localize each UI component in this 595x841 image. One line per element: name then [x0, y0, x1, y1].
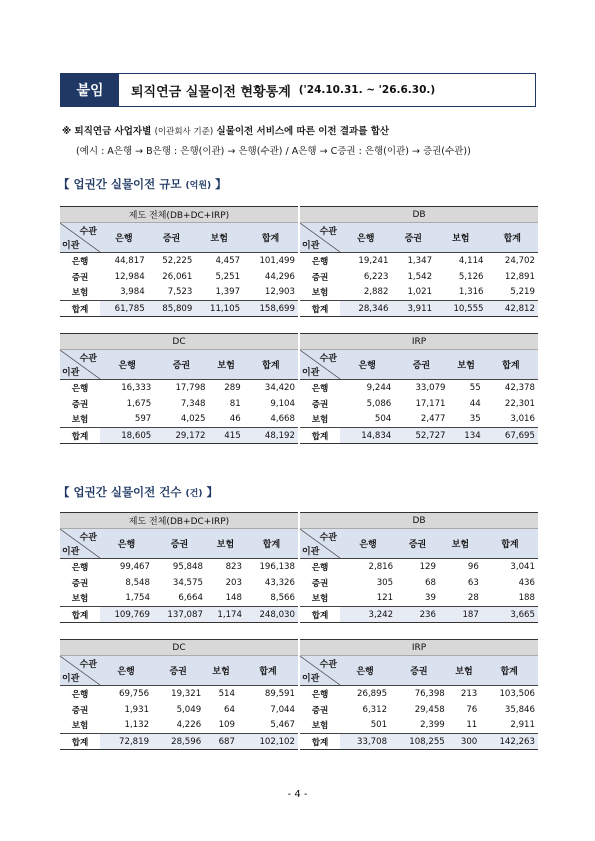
table-cell: 11,105: [195, 301, 243, 317]
column-header: 증권: [152, 656, 204, 686]
table-cell: 1,174: [206, 607, 245, 623]
column-header: 은행: [340, 350, 394, 380]
table-cell: 213: [460, 688, 478, 699]
data-table: [300, 206, 538, 317]
page-number: - 4 -: [287, 789, 308, 800]
corner-receiver-label: 수관: [79, 354, 97, 364]
table-cell: 3,242: [340, 607, 396, 623]
table-cell: 5,219: [510, 287, 535, 298]
table-cell: 142,263: [480, 734, 538, 750]
row-label: 보험: [311, 594, 329, 605]
table-row: [300, 301, 538, 317]
table-cell: 6,664: [178, 593, 203, 604]
row-label: 합계: [300, 301, 340, 317]
column-header: 증권: [390, 656, 448, 686]
table-cell: 28,346: [340, 301, 391, 317]
table-cell: 63: [467, 577, 479, 588]
column-header: 합계: [484, 350, 538, 380]
table-row: [300, 702, 538, 718]
table-cell: 12,984: [114, 271, 145, 282]
table-cell: 4,668: [270, 414, 295, 425]
table-row: [60, 591, 298, 607]
table-cell: 3,016: [510, 414, 535, 425]
row-label: 증권: [71, 705, 89, 716]
row-label: 증권: [71, 578, 89, 589]
column-header: 합계: [238, 656, 298, 686]
table-cell: 137,087: [153, 607, 206, 623]
table-cell: 687: [204, 734, 238, 750]
table-cell: 76: [466, 704, 478, 715]
table-cell: 4,114: [458, 255, 484, 266]
table-cell: 1,132: [124, 720, 150, 731]
table-row: [60, 718, 298, 734]
table-cell: 28: [467, 593, 479, 604]
table-cell: 3,984: [120, 287, 145, 298]
table-row: [60, 301, 298, 317]
row-label: 보험: [311, 415, 329, 426]
table-cell: 158,699: [243, 301, 298, 317]
table-cell: 19,241: [358, 255, 389, 266]
row-label: 보험: [311, 721, 329, 732]
column-header: 보험: [448, 656, 480, 686]
table-cell: 69,756: [119, 688, 150, 699]
table-row: [300, 285, 538, 301]
table-row: [300, 380, 538, 396]
table-cell: 18,605: [100, 428, 154, 444]
table-cell: 2,399: [420, 720, 445, 731]
table-cell: 1,316: [458, 287, 484, 298]
table-cell: 28,596: [152, 734, 204, 750]
row-label: 합계: [300, 607, 340, 623]
column-header: 합계: [480, 656, 538, 686]
column-header: 보험: [439, 529, 482, 559]
appendix-badge: 붙임: [61, 74, 119, 106]
title-period: ('24.10.31. ~ '26.6.30.): [298, 84, 436, 96]
corner-transferor-label: 이관: [62, 241, 80, 251]
table-row: [60, 702, 298, 718]
note: [62, 122, 471, 161]
header-box: [60, 73, 536, 107]
corner-header: [60, 529, 100, 559]
table-row: [60, 607, 298, 623]
column-header: 은행: [340, 223, 391, 253]
note-line-2: (예시 : A은행 → B은행 : 은행(이관) → 은행(수관) / A은행 → C증권 : 은행(이관) → 증권(수관)): [76, 146, 471, 157]
section-title-count: [58, 484, 218, 500]
row-label: 은행: [311, 689, 329, 700]
note-text-a: ※ 퇴직연금 사업자별: [62, 126, 152, 137]
table-cell: 5,126: [458, 271, 484, 282]
table-cell: 33,079: [415, 382, 446, 393]
table-cell: 289: [224, 382, 241, 393]
section-unit: (건): [185, 489, 203, 499]
column-header: 증권: [154, 350, 208, 380]
row-label: 합계: [60, 734, 100, 750]
table-cell: 1,397: [215, 287, 241, 298]
corner-receiver-label: 수관: [79, 227, 97, 237]
table-row: [60, 575, 298, 591]
table-cell: 46: [229, 414, 241, 425]
table-title: DB: [300, 513, 538, 529]
table-cell: 102,102: [238, 734, 298, 750]
corner-header: [300, 223, 340, 253]
corner-header: [60, 656, 100, 686]
table-title: 제도 전체(DB+DC+IRP): [60, 207, 298, 223]
table-cell: 4,226: [176, 720, 202, 731]
column-header: 보험: [435, 223, 486, 253]
column-header: 증권: [391, 223, 435, 253]
section-unit: (억원): [185, 181, 212, 191]
table-cell: 5,049: [176, 704, 202, 715]
section-title-text: 【 업권간 실물이전 건수: [58, 485, 182, 499]
corner-transferor-label: 이관: [302, 674, 320, 684]
table-cell: 89,591: [264, 688, 295, 699]
corner-receiver-label: 수관: [79, 660, 97, 670]
table-title: DC: [60, 334, 298, 350]
table-cell: 76,398: [414, 688, 445, 699]
table-cell: 96: [467, 561, 479, 572]
table-cell: 9,104: [270, 398, 295, 409]
column-header: 은행: [100, 223, 148, 253]
table-cell: 2,911: [510, 720, 535, 731]
table-cell: 1,675: [126, 398, 152, 409]
table-cell: 148: [225, 593, 242, 604]
table-cell: 26,895: [357, 688, 388, 699]
table-cell: 1,542: [407, 271, 433, 282]
table-cell: 29,172: [154, 428, 208, 444]
table-cell: 4,025: [180, 414, 206, 425]
corner-receiver-label: 수관: [79, 533, 97, 543]
table-row: [60, 269, 298, 285]
corner-receiver-label: 수관: [319, 533, 337, 543]
table-cell: 35,846: [504, 704, 535, 715]
row-label: 은행: [311, 562, 329, 573]
column-header: 보험: [195, 223, 243, 253]
row-label: 증권: [311, 399, 329, 410]
column-header: 보험: [209, 350, 244, 380]
row-label: 증권: [71, 272, 89, 283]
corner-header: [300, 656, 340, 686]
table-cell: 248,030: [245, 607, 298, 623]
table-title: DB: [300, 207, 538, 223]
section-close: 】: [215, 177, 227, 191]
table-cell: 2,477: [420, 414, 446, 425]
table-cell: 187: [439, 607, 482, 623]
table-row: [60, 686, 298, 702]
table-cell: 501: [370, 720, 388, 731]
table-cell: 305: [376, 577, 394, 588]
corner-receiver-label: 수관: [319, 354, 337, 364]
table-cell: 236: [396, 607, 439, 623]
table-row: [300, 428, 538, 444]
table-cell: 43,326: [264, 577, 295, 588]
table-cell: 101,499: [259, 255, 295, 266]
table-cell: 55: [469, 382, 481, 393]
table-row: [300, 686, 538, 702]
corner-transferor-label: 이관: [62, 674, 80, 684]
column-header: 보험: [449, 350, 484, 380]
row-label: 증권: [311, 272, 329, 283]
row-label: 증권: [71, 399, 89, 410]
table-title: 제도 전체(DB+DC+IRP): [60, 513, 298, 529]
table-cell: 19,321: [171, 688, 202, 699]
table-cell: 436: [518, 577, 535, 588]
row-label: 은행: [71, 562, 89, 573]
corner-receiver-label: 수관: [319, 660, 337, 670]
table-cell: 129: [419, 561, 436, 572]
data-table: [60, 333, 298, 444]
table-cell: 300: [448, 734, 480, 750]
table-cell: 6,223: [363, 271, 389, 282]
table-row: [300, 396, 538, 412]
table-cell: 99,467: [119, 561, 150, 572]
column-header: 은행: [100, 656, 152, 686]
table-cell: 415: [209, 428, 244, 444]
table-cell: 5,467: [270, 720, 295, 731]
table-row: [60, 559, 298, 575]
section-title-amount: [58, 176, 227, 192]
table-cell: 1,931: [124, 704, 150, 715]
table-cell: 17,798: [175, 382, 206, 393]
table-cell: 26,061: [162, 271, 193, 282]
data-table: [300, 512, 538, 623]
table-cell: 514: [218, 688, 235, 699]
table-cell: 4,457: [215, 255, 241, 266]
table-cell: 108,255: [390, 734, 448, 750]
table-cell: 52,225: [162, 255, 193, 266]
table-cell: 1,754: [125, 593, 150, 604]
row-label: 은행: [311, 383, 329, 394]
row-label: 은행: [71, 689, 89, 700]
table-cell: 597: [134, 414, 152, 425]
table-row: [60, 412, 298, 428]
table-cell: 52,727: [394, 428, 448, 444]
table-cell: 9,244: [366, 382, 392, 393]
data-table: [60, 639, 298, 750]
table-row: [300, 607, 538, 623]
table-cell: 42,378: [504, 382, 535, 393]
table-cell: 44,817: [114, 255, 145, 266]
table-row: [300, 253, 538, 269]
corner-header: [60, 223, 100, 253]
table-cell: 42,812: [487, 301, 538, 317]
table-row: [300, 269, 538, 285]
table-cell: 7,348: [180, 398, 206, 409]
table-cell: 7,044: [270, 704, 295, 715]
corner-receiver-label: 수관: [319, 227, 337, 237]
table-row: [300, 734, 538, 750]
column-header: 합계: [482, 529, 538, 559]
corner-transferor-label: 이관: [302, 547, 320, 557]
table-cell: 16,333: [121, 382, 152, 393]
table-cell: 85,809: [148, 301, 196, 317]
table-row: [300, 718, 538, 734]
row-label: 보험: [311, 288, 329, 299]
note-line-1: [62, 122, 471, 142]
table-cell: 7,523: [167, 287, 193, 298]
page-title: [119, 74, 435, 106]
column-header: 증권: [153, 529, 206, 559]
table-cell: 3,041: [510, 561, 535, 572]
data-table: [60, 206, 298, 317]
table-cell: 44: [469, 398, 481, 409]
table-cell: 12,891: [504, 271, 535, 282]
table-row: [60, 380, 298, 396]
table-cell: 39: [425, 593, 436, 604]
row-label: 증권: [311, 578, 329, 589]
column-header: 증권: [396, 529, 439, 559]
row-label: 보험: [71, 721, 89, 732]
column-header: 합계: [243, 223, 298, 253]
table-title: IRP: [300, 334, 538, 350]
table-row: [300, 591, 538, 607]
table-cell: 11: [466, 720, 478, 731]
column-header: 보험: [204, 656, 238, 686]
table-cell: 188: [518, 593, 535, 604]
column-header: 증권: [394, 350, 448, 380]
corner-transferor-label: 이관: [302, 241, 320, 251]
corner-header: [300, 350, 340, 380]
table-cell: 103,506: [499, 688, 535, 699]
row-label: 보험: [71, 288, 89, 299]
row-label: 은행: [311, 256, 329, 267]
table-row: [60, 734, 298, 750]
corner-transferor-label: 이관: [62, 547, 80, 557]
section-close: 】: [206, 485, 218, 499]
table-cell: 34,420: [264, 382, 295, 393]
table-row: [60, 285, 298, 301]
table-title: DC: [60, 640, 298, 656]
table-row: [60, 396, 298, 412]
row-label: 은행: [71, 383, 89, 394]
corner-header: [60, 350, 100, 380]
table-cell: 72,819: [100, 734, 152, 750]
table-cell: 67,695: [484, 428, 538, 444]
column-header: 합계: [487, 223, 538, 253]
table-cell: 3,665: [482, 607, 538, 623]
table-row: [300, 412, 538, 428]
table-cell: 34,575: [172, 577, 203, 588]
table-cell: 3,911: [391, 301, 435, 317]
table-cell: 17,171: [415, 398, 446, 409]
table-cell: 1,347: [407, 255, 433, 266]
table-cell: 6,312: [362, 704, 388, 715]
table-cell: 33,708: [340, 734, 390, 750]
table-cell: 5,251: [215, 271, 241, 282]
table-cell: 61,785: [100, 301, 148, 317]
row-label: 합계: [60, 428, 100, 444]
table-row: [60, 253, 298, 269]
table-cell: 196,138: [259, 561, 295, 572]
corner-transferor-label: 이관: [62, 368, 80, 378]
row-label: 보험: [71, 415, 89, 426]
column-header: 보험: [206, 529, 245, 559]
corner-header: [300, 529, 340, 559]
table-cell: 95,848: [172, 561, 203, 572]
column-header: 합계: [245, 529, 298, 559]
row-label: 합계: [60, 607, 100, 623]
row-label: 합계: [60, 301, 100, 317]
table-cell: 10,555: [435, 301, 486, 317]
table-cell: 35: [469, 414, 481, 425]
table-cell: 68: [425, 577, 436, 588]
column-header: 은행: [340, 529, 396, 559]
table-row: [300, 559, 538, 575]
table-cell: 24,702: [504, 255, 535, 266]
table-cell: 14,834: [340, 428, 394, 444]
table-row: [300, 575, 538, 591]
table-cell: 48,192: [244, 428, 298, 444]
table-cell: 44,296: [264, 271, 295, 282]
data-table: [300, 333, 538, 444]
note-text-b: 실물이전 서비스에 따른 이전 결과를 합산: [216, 126, 390, 137]
column-header: 합계: [244, 350, 298, 380]
table-cell: 8,548: [125, 577, 150, 588]
table-cell: 504: [374, 414, 392, 425]
row-label: 합계: [300, 734, 340, 750]
title-text: 퇴직연금 실물이전 현황통계: [131, 84, 291, 100]
note-text-small: (이관회사 기준): [154, 127, 214, 137]
data-table: [60, 512, 298, 623]
row-label: 증권: [311, 705, 329, 716]
table-cell: 109,769: [100, 607, 153, 623]
table-cell: 134: [449, 428, 484, 444]
table-cell: 5,086: [366, 398, 392, 409]
column-header: 은행: [100, 350, 154, 380]
row-label: 보험: [71, 594, 89, 605]
row-label: 합계: [300, 428, 340, 444]
table-cell: 823: [225, 561, 242, 572]
table-cell: 1,021: [407, 287, 433, 298]
row-label: 은행: [71, 256, 89, 267]
table-cell: 121: [376, 593, 394, 604]
table-cell: 109: [218, 720, 235, 731]
table-cell: 2,882: [363, 287, 389, 298]
table-row: [60, 428, 298, 444]
table-cell: 203: [225, 577, 242, 588]
table-cell: 29,458: [414, 704, 445, 715]
table-title: IRP: [300, 640, 538, 656]
section-title-text: 【 업권간 실물이전 규모: [58, 177, 182, 191]
table-cell: 8,566: [270, 593, 295, 604]
data-table: [300, 639, 538, 750]
column-header: 증권: [148, 223, 196, 253]
table-cell: 2,816: [368, 561, 394, 572]
column-header: 은행: [100, 529, 153, 559]
table-cell: 12,903: [264, 287, 295, 298]
column-header: 은행: [340, 656, 390, 686]
table-cell: 81: [229, 398, 241, 409]
corner-transferor-label: 이관: [302, 368, 320, 378]
table-cell: 22,301: [504, 398, 535, 409]
table-cell: 64: [224, 704, 235, 715]
